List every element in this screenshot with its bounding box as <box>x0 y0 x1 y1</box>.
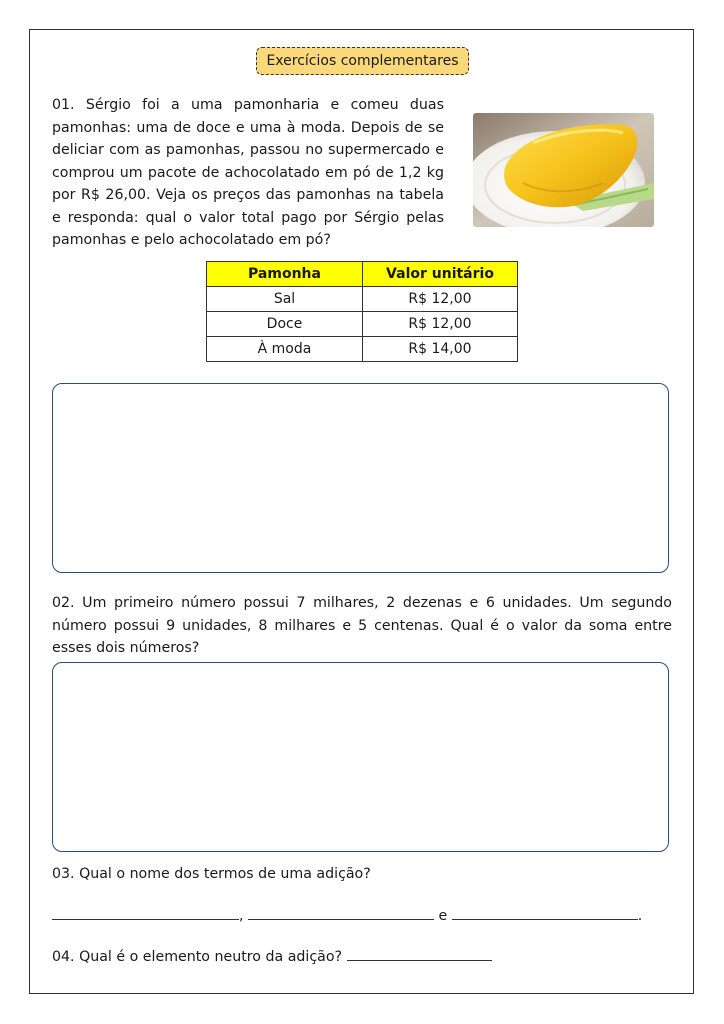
table-cell-type: Doce <box>207 312 363 337</box>
table-cell-price: R$ 14,00 <box>363 337 518 362</box>
table-header-pamonha: Pamonha <box>207 262 363 287</box>
table-row <box>207 312 518 337</box>
pamonha-photo <box>473 113 654 227</box>
answer-box-1[interactable] <box>52 383 669 573</box>
answer-blank-4[interactable] <box>347 946 492 961</box>
separator-e: e <box>438 908 448 924</box>
question-1-text: 01. Sérgio foi a uma pamonharia e comeu duas pamonhas: uma de doce e uma à moda. Depois de se deliciar com as pamonhas, passou no supermercado e comprou um pacote de achocolatado em pó de 1,2 kg por R$ 26,00. Veja os preços das pamonhas na tabela e responda: qual o valor total pago por Sérgio pelas pamonhas e pelo achocolatado em pó? <box>52 97 444 248</box>
table-cell-price: R$ 12,00 <box>363 312 518 337</box>
table-cell-type: À moda <box>207 337 363 362</box>
table-header-row <box>207 262 518 287</box>
question-3-answer-line <box>52 905 642 926</box>
table-row <box>207 287 518 312</box>
separator-period: . <box>637 908 643 924</box>
page-title: Exercícios complementares <box>256 47 469 75</box>
question-3-text: 03. Qual o nome dos termos de uma adição? <box>52 866 371 882</box>
separator-comma: , <box>239 908 244 924</box>
table-header-valor: Valor unitário <box>363 262 518 287</box>
table-cell-type: Sal <box>207 287 363 312</box>
answer-blank-2[interactable] <box>248 905 434 920</box>
pamonha-image <box>473 113 654 227</box>
question-2-text: 02. Um primeiro número possui 7 milhares, 2 dezenas e 6 unidades. Um segundo número possui 9 unidades, 8 milhares e 5 centenas. Qual é o valor da soma entre esses dois números? <box>52 595 672 656</box>
question-4-line <box>52 946 492 967</box>
answer-blank-3[interactable] <box>452 905 638 920</box>
question-4-text: 04. Qual é o elemento neutro da adição? <box>52 949 343 965</box>
price-table <box>206 261 518 362</box>
answer-box-2[interactable] <box>52 662 669 852</box>
table-cell-price: R$ 12,00 <box>363 287 518 312</box>
table-row <box>207 337 518 362</box>
answer-blank-1[interactable] <box>52 905 239 920</box>
